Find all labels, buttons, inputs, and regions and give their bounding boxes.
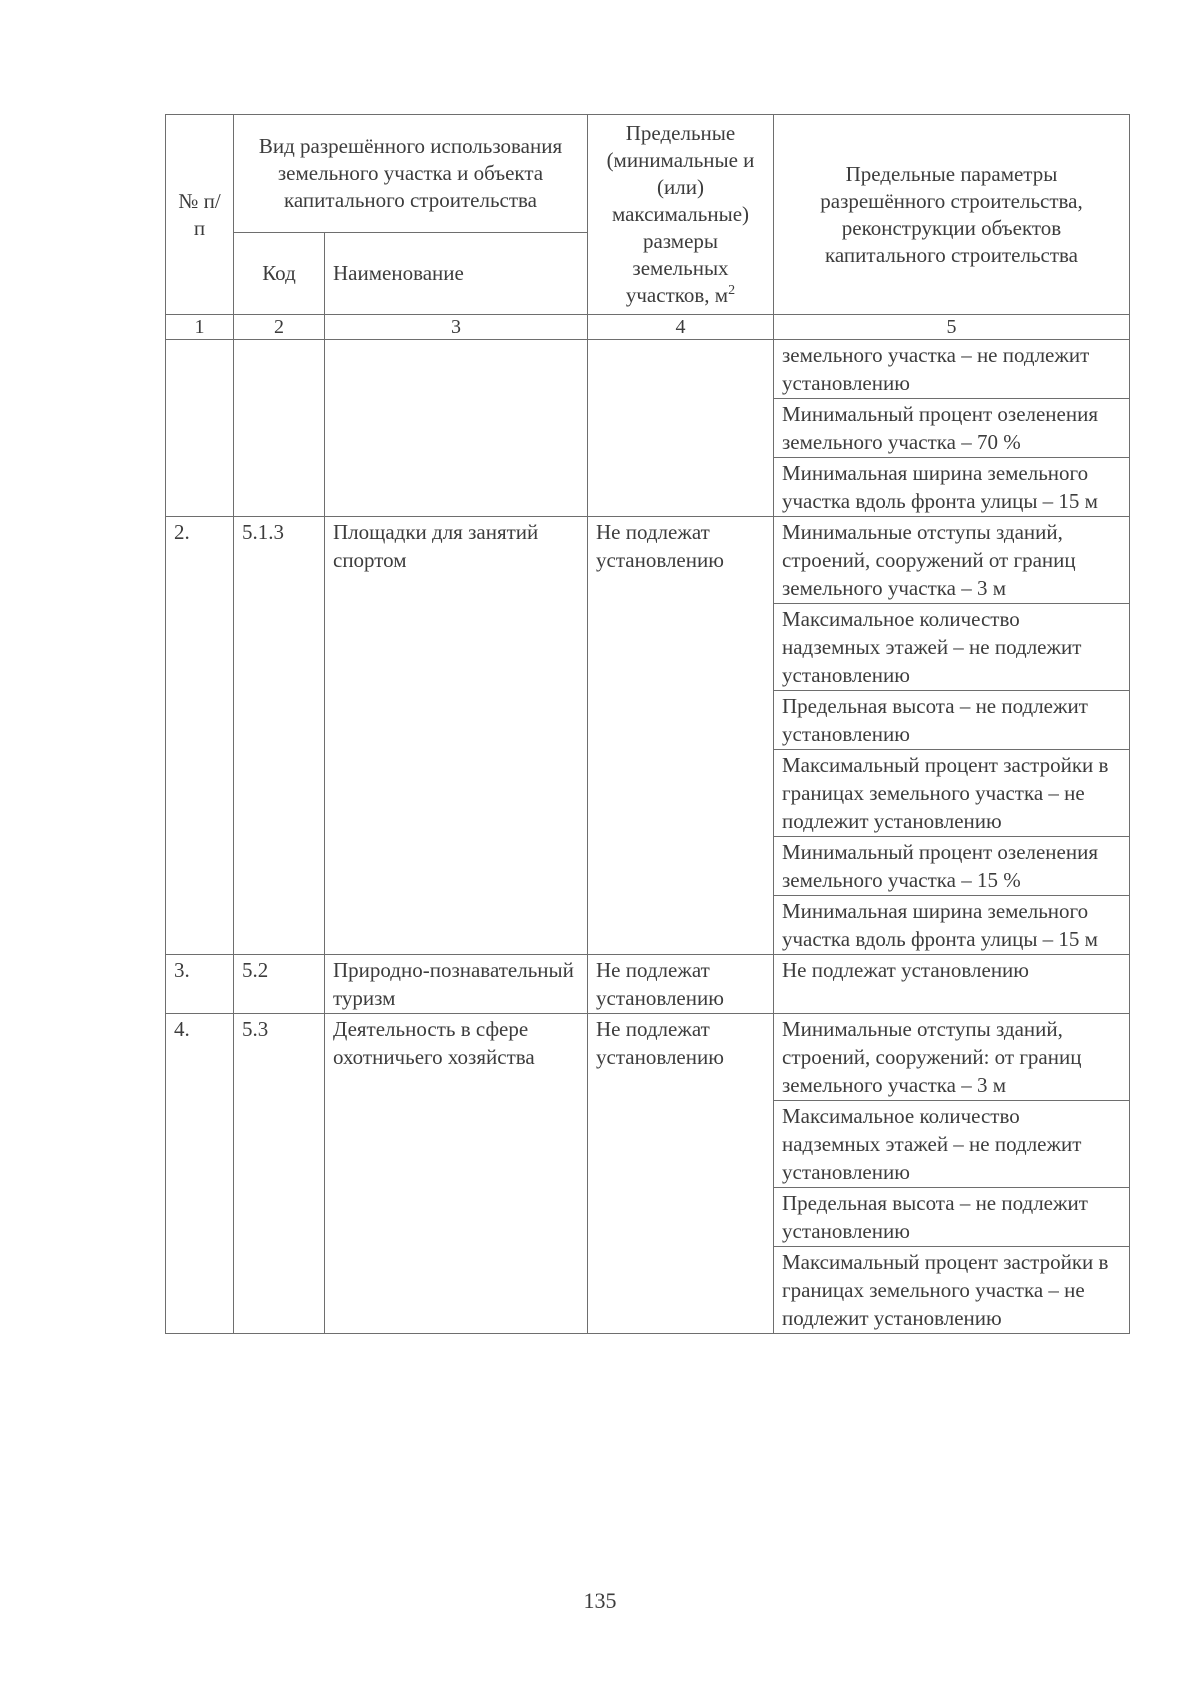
cell-no: 3. <box>166 955 234 1014</box>
cell-no: 4. <box>166 1014 234 1334</box>
header-name: Наименование <box>325 233 588 315</box>
cell-code: 5.3 <box>234 1014 325 1334</box>
table-row <box>166 955 1130 1014</box>
header-sizes <box>588 115 774 315</box>
cell-params <box>774 1014 1130 1334</box>
param-item: Предельная высота – не подлежит установлению <box>774 1188 1129 1247</box>
cell-name: Деятельность в сфере охотничьего хозяйства <box>325 1014 588 1334</box>
table-row <box>166 1014 1130 1334</box>
column-number: 5 <box>774 315 1130 340</box>
header-code: Код <box>234 233 325 315</box>
param-item: Минимальная ширина земельного участка вдоль фронта улицы – 15 м <box>782 461 1098 513</box>
cell-code <box>234 340 325 517</box>
param-item: земельного участка – не подлежит установлению <box>774 340 1129 399</box>
table-row-continued <box>166 340 1130 517</box>
column-number: 1 <box>166 315 234 340</box>
cell-sizes <box>588 340 774 517</box>
column-number-row <box>166 315 1130 340</box>
param-item: Минимальные отступы зданий, строений, сооружений: от границ земельного участка – 3 м <box>774 1014 1129 1101</box>
header-params: Предельные параметры разрешённого строительства, реконструкции объектов капитального строительства <box>774 115 1130 315</box>
header-no: № п/п <box>166 115 234 315</box>
cell-sizes: Не подлежат установлению <box>588 517 774 955</box>
page-number: 135 <box>583 1588 617 1613</box>
cell-no <box>166 340 234 517</box>
cell-sizes: Не подлежат установлению <box>588 1014 774 1334</box>
param-item: Минимальный процент озеленения земельного участка – 70 % <box>774 399 1129 458</box>
column-number: 3 <box>325 315 588 340</box>
param-item: Минимальная ширина земельного участка вдоль фронта улицы – 15 м <box>782 899 1098 951</box>
column-number: 2 <box>234 315 325 340</box>
param-item: Предельная высота – не подлежит установлению <box>774 691 1129 750</box>
param-item: Минимальный процент озеленения земельного участка – 15 % <box>774 837 1129 896</box>
cell-name: Площадки для занятий спортом <box>325 517 588 955</box>
cell-no: 2. <box>166 517 234 955</box>
cell-params <box>774 517 1130 955</box>
header-sizes-text: Предельные (минимальные и (или) максимальные) размеры земельных участков, м <box>606 121 755 307</box>
param-item: Максимальное количество надземных этажей – не подлежит установлению <box>774 1101 1129 1188</box>
cell-name: Природно-познавательный туризм <box>325 955 588 1014</box>
param-item: Минимальные отступы зданий, строений, сооружений от границ земельного участка – 3 м <box>774 517 1129 604</box>
cell-params <box>774 340 1130 517</box>
param-item: Максимальный процент застройки в границах земельного участка – не подлежит установлению <box>782 1250 1109 1330</box>
header-sizes-superscript: 2 <box>728 283 736 298</box>
table-row <box>166 517 1130 955</box>
cell-code: 5.1.3 <box>234 517 325 955</box>
cell-name <box>325 340 588 517</box>
column-number: 4 <box>588 315 774 340</box>
cell-params <box>774 955 1130 1014</box>
param-item: Максимальное количество надземных этажей – не подлежит установлению <box>774 604 1129 691</box>
land-use-table <box>165 114 1130 1334</box>
param-item: Максимальный процент застройки в границах земельного участка – не подлежит установлению <box>774 750 1129 837</box>
param-item: Не подлежат установлению <box>782 958 1029 982</box>
cell-code: 5.2 <box>234 955 325 1014</box>
header-usage-group: Вид разрешённого использования земельного участка и объекта капитального строительства <box>234 115 588 233</box>
cell-sizes: Не подлежат установлению <box>588 955 774 1014</box>
